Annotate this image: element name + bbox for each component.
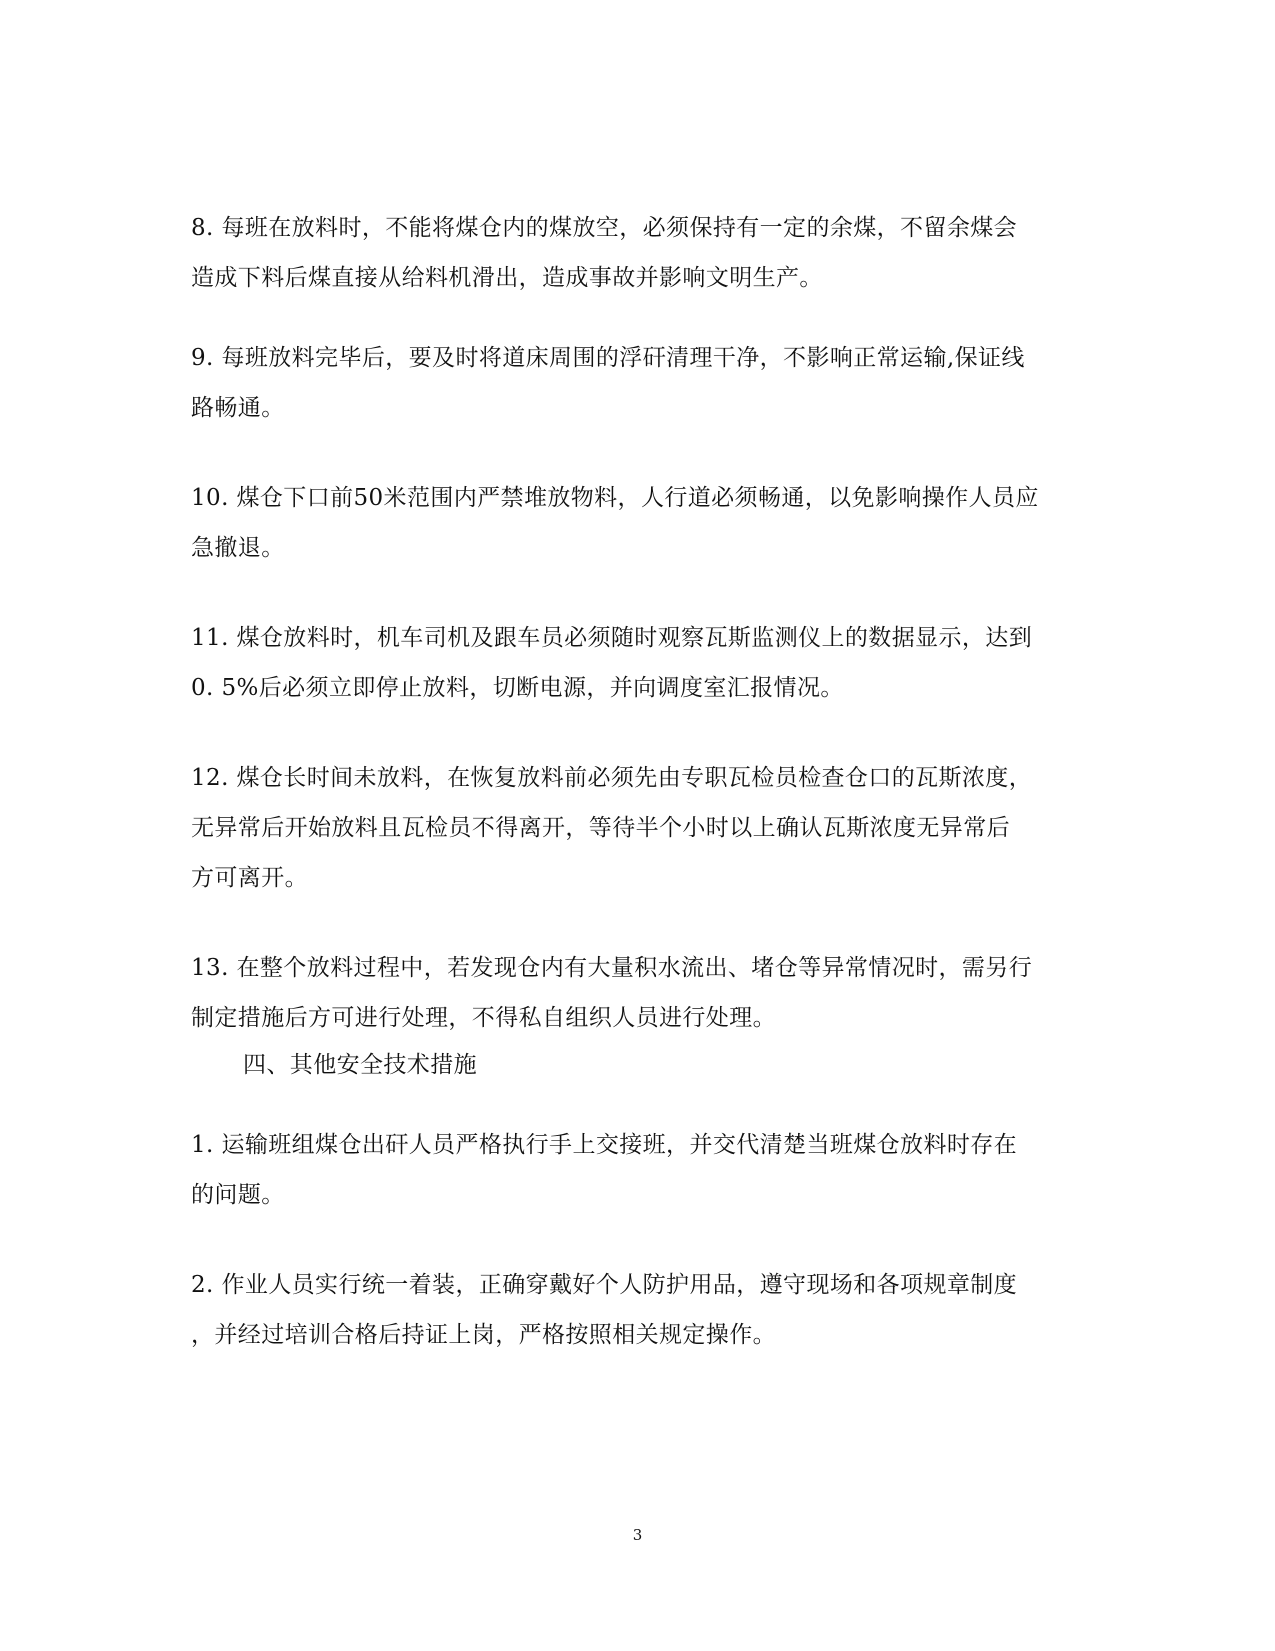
section-heading: 四、其他安全技术措施 <box>243 1052 477 1078</box>
paragraph-1-line-2: 的问题。 <box>191 1182 285 1208</box>
paragraph-1-line-1: 1. 运输班组煤仓出矸人员严格执行手上交接班，并交代清楚当班煤仓放料时存在 <box>191 1132 1018 1158</box>
paragraph-2-line-2: ，并经过培训合格后持证上岗，严格按照相关规定操作。 <box>191 1322 776 1348</box>
paragraph-8-line-2: 造成下料后煤直接从给料机滑出，造成事故并影响文明生产。 <box>191 265 823 291</box>
paragraph-12-line-3: 方可离开。 <box>191 865 308 891</box>
paragraph-9-line-2: 路畅通。 <box>191 395 285 421</box>
paragraph-13-line-2: 制定措施后方可进行处理，不得私自组织人员进行处理。 <box>191 1005 776 1031</box>
paragraph-12-line-1: 12. 煤仓长时间未放料，在恢复放料前必须先由专职瓦检员检查仓口的瓦斯浓度， <box>191 765 1033 791</box>
paragraph-11-line-2: 0. 5%后必须立即停止放料，切断电源，并向调度室汇报情况。 <box>191 675 844 701</box>
paragraph-13-line-1: 13. 在整个放料过程中，若发现仓内有大量积水流出、堵仓等异常情况时，需另行 <box>191 955 1033 981</box>
paragraph-10-line-2: 急撤退。 <box>191 535 285 561</box>
paragraph-9-line-1: 9. 每班放料完毕后，要及时将道床周围的浮矸清理干净，不影响正常运输,保证线 <box>191 345 1025 371</box>
paragraph-8-line-1: 8. 每班在放料时，不能将煤仓内的煤放空，必须保持有一定的余煤，不留余煤会 <box>191 215 1018 241</box>
paragraph-11-line-1: 11. 煤仓放料时，机车司机及跟车员必须随时观察瓦斯监测仪上的数据显示，达到 <box>191 625 1033 651</box>
paragraph-2-line-1: 2. 作业人员实行统一着装，正确穿戴好个人防护用品，遵守现场和各项规章制度 <box>191 1272 1018 1298</box>
page-number: 3 <box>632 1526 643 1544</box>
paragraph-10-line-1: 10. 煤仓下口前50米范围内严禁堆放物料，人行道必须畅通，以免影响操作人员应 <box>191 485 1039 511</box>
paragraph-12-line-2: 无异常后开始放料且瓦检员不得离开，等待半个小时以上确认瓦斯浓度无异常后 <box>191 815 1010 841</box>
